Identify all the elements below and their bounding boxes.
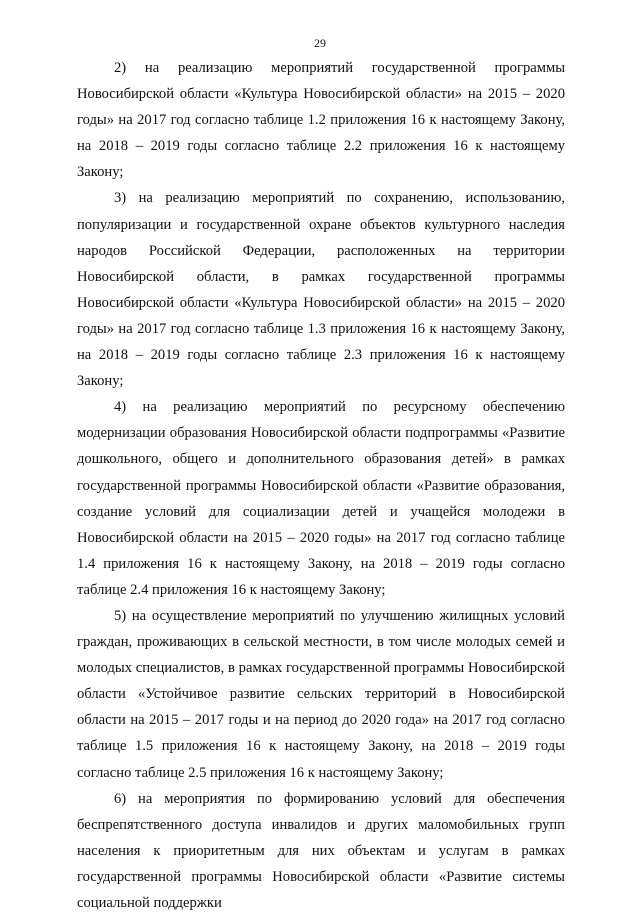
paragraph-item-6: 6) на мероприятия по формированию условий для обеспечения беспрепятственного доступа инвалидов и других маломобильных групп населения к приоритетным для них объектам и услугам в рамках государственной программы Новосибирской области «Развитие системы социальной поддержки: [77, 790, 565, 911]
paragraph-item-4: 4) на реализацию мероприятий по ресурсному обеспечению модернизации образования Новосибирской области подпрограммы «Развитие дошкольного, общего и дополнительного образования детей» в рамках государственной программы Новосибирской области «Развитие образования, создание условий для социализации детей и учащейся молодежи в Новосибирской области на 2015 – 2020 годы» на 2017 год согласно таблице 1.4 приложения 16 к настоящему Закону, на 2018 – 2019 годы согласно таблице 2.4 приложения 16 к настоящему Закону;: [77, 399, 565, 598]
page-number: 29: [314, 36, 326, 50]
document-body: [77, 55, 565, 916]
paragraph-item-5: 5) на осуществление мероприятий по улучшению жилищных условий граждан, проживающих в сельской местности, в том числе молодых семей и молодых специалистов, в рамках государственной программы Новосибирской области «Устойчивое развитие сельских территорий в Новосибирской области на 2015 – 2017 годы и на период до 2020 года» на 2017 год согласно таблице 1.5 приложения 16 к настоящему Закону, на 2018 – 2019 годы согласно таблице 2.5 приложения 16 к настоящему Закону;: [77, 607, 565, 781]
paragraph-item-2: 2) на реализацию мероприятий государственной программы Новосибирской области «Культура Новосибирской области» на 2015 – 2020 годы» на 2017 год согласно таблице 1.2 приложения 16 к настоящему Закону, на 2018 – 2019 годы согласно таблице 2.2 приложения 16 к настоящему Закону;: [77, 60, 565, 181]
paragraph-item-3: 3) на реализацию мероприятий по сохранению, использованию, популяризации и государственной охране объектов культурного наследия народов Российской Федерации, расположенных на территории Новосибирской области, в рамках государственной программы Новосибирской области «Культура Новосибирской области» на 2015 – 2020 годы» на 2017 год согласно таблице 1.3 приложения 16 к настоящему Закону, на 2018 – 2019 годы согласно таблице 2.3 приложения 16 к настоящему Закону;: [77, 190, 565, 390]
